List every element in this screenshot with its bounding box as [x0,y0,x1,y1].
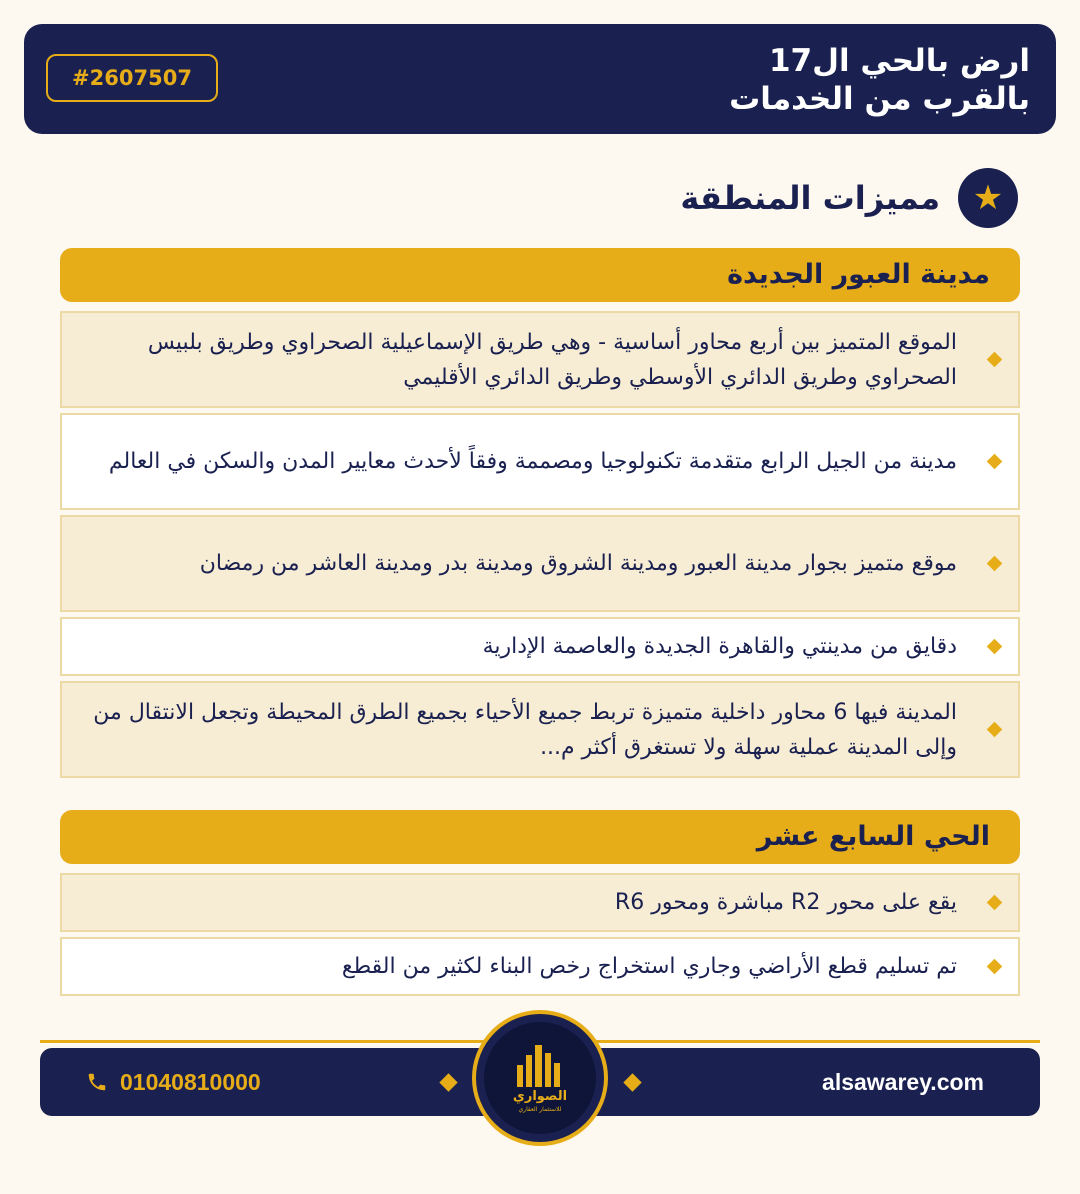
phone-icon [86,1071,108,1093]
logo-name: الصواري [512,1089,568,1104]
diamond-bullet-icon [987,895,1003,911]
list-item [60,617,1020,676]
diamond-bullet-icon [987,639,1003,655]
list-item [60,937,1020,996]
listing-title-line-2: بالقرب من الخدمات [729,81,1030,117]
list-item [60,681,1020,778]
logo-badge [484,1022,596,1134]
list-item [60,413,1020,510]
header-banner [24,24,1056,134]
section-heading [680,168,1018,228]
list-item-text: مدينة من الجيل الرابع متقدمة تكنولوجيا ومصممة وفقاً لأحدث معايير المدن والسكن في العالم [108,449,957,474]
list-item-text: دقايق من مدينتي والقاهرة الجديدة والعاصمة الإدارية [482,634,957,659]
footer-diamond-icon [623,1073,641,1091]
diamond-bullet-icon [987,352,1003,368]
listing-id-badge: #2607507 [46,54,218,102]
footer-diamond-icon [439,1073,457,1091]
phone-contact[interactable] [86,1048,261,1116]
diamond-bullet-icon [987,722,1003,738]
diamond-bullet-icon [987,556,1003,572]
list-item [60,873,1020,932]
website-link[interactable]: alsawarey.com [822,1069,984,1095]
diamond-bullet-icon [987,454,1003,470]
list-item-text: تم تسليم قطع الأراضي وجاري استخراج رخص البناء لكثير من القطع [341,954,957,979]
section-title: مميزات المنطقة [680,179,940,217]
list-item [60,311,1020,408]
buildings-icon [513,1043,567,1087]
company-logo [472,1010,608,1146]
list-item-text: يقع على محور R2 مباشرة ومحور R6 [614,890,957,915]
list-item-text: المدينة فيها 6 محاور داخلية متميزة تربط جميع الأحياء بجميع الطرق المحيطة وتجعل الانتقال من وإلى المدينة عملية سهلة ولا تستغرق أكثر م... [93,699,957,760]
list-item [60,515,1020,612]
phone-number: 01040810000 [120,1068,261,1095]
listing-title-line-1: ارض بالحي ال17 [768,43,1030,79]
list-item-text: الموقع المتميز بين أربع محاور أساسية - وهي طريق الإسماعيلية الصحراوي وطريق بلبيس الصحراوي وطريق الدائري الأوسطي وطريق الدائري الأقليمي [147,329,957,390]
group-heading-district-17: الحي السابع عشر [60,810,1020,864]
star-icon: ★ [958,168,1018,228]
group-heading-obour: مدينة العبور الجديدة [60,248,1020,302]
diamond-bullet-icon [987,959,1003,975]
listing-title [470,42,1030,118]
list-item-text: موقع متميز بجوار مدينة العبور ومدينة الشروق ومدينة بدر ومدينة العاشر من رمضان [199,551,957,576]
logo-tagline: للاستثمار العقاري [518,1106,562,1113]
